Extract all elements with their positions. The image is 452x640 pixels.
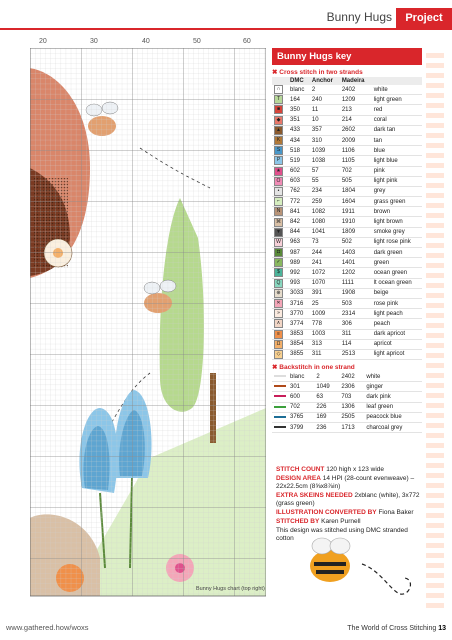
thread-color-name: dark green: [372, 248, 422, 258]
anchor-code: 236: [314, 423, 339, 433]
madeira-code: 1604: [340, 197, 372, 207]
chart-grid: [30, 48, 266, 620]
dmc-code: 992: [288, 268, 310, 278]
key-title: Bunny Hugs key: [272, 48, 422, 65]
madeira-code: 1401: [340, 258, 372, 268]
madeira-code: 2402: [340, 85, 372, 95]
thread-color-name: brown: [372, 207, 422, 217]
anchor-code: 1041: [310, 227, 340, 237]
thread-color-name: red: [372, 105, 422, 115]
madeira-code: 1105: [340, 156, 372, 166]
axis-label: 50: [193, 38, 201, 45]
thread-swatch: ⊕: [272, 288, 288, 298]
madeira-code: 1910: [340, 217, 372, 227]
anchor-code: 1039: [310, 146, 340, 156]
madeira-code: 214: [340, 115, 372, 125]
thread-swatch: ◘: [272, 248, 288, 258]
madeira-code: 1403: [340, 248, 372, 258]
thread-color-name: light brown: [372, 217, 422, 227]
thread-swatch: ◇: [272, 349, 288, 359]
thread-color-name: white: [372, 85, 422, 95]
dmc-code: 350: [288, 105, 310, 115]
header-rule: [0, 28, 452, 30]
dmc-code: 842: [288, 217, 310, 227]
thread-color-name: dark apricot: [372, 329, 422, 339]
anchor-code: 2: [310, 85, 340, 95]
thread-swatch: ⌐: [272, 197, 288, 207]
key-row: [272, 166, 422, 176]
madeira-code: 306: [340, 319, 372, 329]
thread-swatch: ◆: [272, 115, 288, 125]
backstitch-heading: ✖ Backstitch in one strand: [272, 364, 355, 372]
anchor-code: 10: [310, 115, 340, 125]
key-row: [272, 258, 422, 268]
axis-label: 40: [142, 38, 150, 45]
madeira-code: 503: [340, 298, 372, 308]
madeira-code: 2306: [339, 382, 364, 392]
madeira-code: 2009: [340, 135, 372, 145]
dmc-code: 3854: [288, 339, 310, 349]
thread-swatch: K: [272, 135, 288, 145]
madeira-code: 703: [339, 392, 364, 402]
info-value: 2xblanc (white), 3x772 (grass green): [276, 492, 420, 507]
axis-label: 30: [90, 38, 98, 45]
thread-color-name: light peach: [372, 309, 422, 319]
dmc-code: 762: [288, 186, 310, 196]
thread-color-name: peach: [372, 319, 422, 329]
dmc-code: 3770: [288, 309, 310, 319]
anchor-code: 241: [310, 258, 340, 268]
thread-color-name: apricot: [372, 339, 422, 349]
key-row: [272, 349, 422, 359]
madeira-code: 1908: [340, 288, 372, 298]
anchor-code: 259: [310, 197, 340, 207]
key-row: [272, 186, 422, 196]
thread-color-name: blue: [372, 146, 422, 156]
thread-swatch: ⌘: [272, 217, 288, 227]
thread-color-name: dark tan: [372, 125, 422, 135]
anchor-code: 2: [314, 372, 339, 382]
backstitch-line: [272, 423, 288, 433]
cross-stitch-table: [272, 77, 422, 360]
key-row: [272, 227, 422, 237]
thread-swatch: N: [272, 207, 288, 217]
dmc-code: 602: [288, 166, 310, 176]
thread-color-name: light green: [372, 95, 422, 105]
anchor-code: 1003: [310, 329, 340, 339]
madeira-code: 2505: [339, 412, 364, 422]
footer-magazine: The World of Cross Stitching 13: [347, 625, 446, 632]
key-row: [272, 146, 422, 156]
thread-color-name: ginger: [364, 382, 422, 392]
madeira-code: 311: [340, 329, 372, 339]
madeira-code: 213: [340, 105, 372, 115]
anchor-code: 240: [310, 95, 340, 105]
key-row: [272, 423, 422, 433]
dmc-code: 772: [288, 197, 310, 207]
anchor-code: 310: [310, 135, 340, 145]
key-row: [272, 392, 422, 402]
cross-stitch-heading: ✖ Cross stitch in two strands: [272, 69, 363, 76]
anchor-code: 63: [314, 392, 339, 402]
dmc-code: 989: [288, 258, 310, 268]
thread-color-name: smoke grey: [372, 227, 422, 237]
thread-color-name: beige: [372, 288, 422, 298]
thread-swatch: ✕: [272, 298, 288, 308]
column-header: Anchor: [310, 77, 340, 85]
chart-caption: Bunny Hugs chart (top right): [196, 586, 265, 592]
key-row: [272, 268, 422, 278]
dmc-code: 519: [288, 156, 310, 166]
dmc-code: 841: [288, 207, 310, 217]
backstitch-line: [272, 412, 288, 422]
anchor-code: 357: [310, 125, 340, 135]
info-label: STITCHED BY: [276, 518, 320, 525]
header-title: Bunny Hugs: [326, 10, 392, 24]
backstitch-line: [272, 382, 288, 392]
thread-swatch: »: [272, 309, 288, 319]
key-row: [272, 217, 422, 227]
thread-swatch: P: [272, 156, 288, 166]
axis-label: 60: [243, 38, 251, 45]
key-row: [272, 156, 422, 166]
thread-swatch: O: [272, 176, 288, 186]
key-row: [272, 412, 422, 422]
thread-swatch: ★: [272, 166, 288, 176]
dmc-code: 3853: [288, 329, 310, 339]
thread-color-name: grey: [372, 186, 422, 196]
madeira-code: 1713: [339, 423, 364, 433]
anchor-code: 244: [310, 248, 340, 258]
info-value: Karen Purnell: [321, 518, 361, 525]
dmc-code: 433: [288, 125, 310, 135]
dmc-code: 702: [288, 402, 314, 412]
key-row: [272, 298, 422, 308]
dmc-code: 987: [288, 248, 310, 258]
backstitch-line: [272, 372, 288, 382]
info-label: EXTRA SKEINS NEEDED: [276, 492, 353, 499]
axis-label: 20: [39, 38, 47, 45]
anchor-code: 313: [310, 339, 340, 349]
thread-swatch: $: [272, 268, 288, 278]
anchor-code: 1080: [310, 217, 340, 227]
thread-swatch: ▲: [272, 125, 288, 135]
anchor-code: 1038: [310, 156, 340, 166]
madeira-code: 1106: [340, 146, 372, 156]
madeira-code: 1209: [340, 95, 372, 105]
key-row: [272, 319, 422, 329]
thread-swatch: ∧: [272, 319, 288, 329]
thread-swatch: •: [272, 186, 288, 196]
anchor-code: 1070: [310, 278, 340, 288]
anchor-code: 1082: [310, 207, 340, 217]
info-value: 120 high x 123 wide: [326, 466, 385, 473]
thread-color-name: rose pink: [372, 298, 422, 308]
key-row: [272, 105, 422, 115]
key-row: [272, 309, 422, 319]
decorative-strip: [426, 48, 444, 610]
backstitch-table: [272, 372, 422, 433]
madeira-code: 2314: [340, 309, 372, 319]
dmc-code: 3716: [288, 298, 310, 308]
dmc-code: 963: [288, 237, 310, 247]
madeira-code: 1202: [340, 268, 372, 278]
anchor-code: 55: [310, 176, 340, 186]
thread-color-name: tan: [372, 135, 422, 145]
madeira-code: 1804: [340, 186, 372, 196]
key-row: [272, 125, 422, 135]
dmc-code: 518: [288, 146, 310, 156]
dmc-code: 434: [288, 135, 310, 145]
key-row: [272, 176, 422, 186]
thread-color-name: light pink: [372, 176, 422, 186]
key-row: [272, 288, 422, 298]
thread-color-name: white: [364, 372, 422, 382]
thread-swatch: Q: [272, 278, 288, 288]
dmc-code: blanc: [288, 85, 310, 95]
madeira-code: 1111: [340, 278, 372, 288]
thread-color-name: leaf green: [364, 402, 422, 412]
thread-color-name: grass green: [372, 197, 422, 207]
key-row: [272, 135, 422, 145]
bee-flight-path: [360, 560, 420, 610]
anchor-code: 1009: [310, 309, 340, 319]
key-row: [272, 248, 422, 258]
column-header: DMC: [288, 77, 310, 85]
key-row: [272, 402, 422, 412]
anchor-code: 11: [310, 105, 340, 115]
column-header: [372, 77, 422, 85]
key-row: [272, 85, 422, 95]
key-row: [272, 237, 422, 247]
thread-color-name: ocean green: [372, 268, 422, 278]
info-value: 14 HPI (28-count evenweave) – 22x22.5cm (8⅝x8⅞in): [276, 475, 415, 490]
thread-color-name: coral: [372, 115, 422, 125]
backstitch-line: [272, 392, 288, 402]
cross-stitch-chart: [12, 38, 266, 610]
anchor-code: 234: [310, 186, 340, 196]
key-row: [272, 278, 422, 288]
thread-swatch: S: [272, 146, 288, 156]
madeira-code: 702: [340, 166, 372, 176]
anchor-code: 226: [314, 402, 339, 412]
dmc-code: 351: [288, 115, 310, 125]
anchor-code: 1049: [314, 382, 339, 392]
thread-color-name: light rose pink: [372, 237, 422, 247]
madeira-code: 114: [340, 339, 372, 349]
thread-color-name: green: [372, 258, 422, 268]
thread-swatch: Ω: [272, 339, 288, 349]
info-note: This design was stitched using DMC stranded cotton: [276, 527, 408, 542]
anchor-code: 169: [314, 412, 339, 422]
thread-key: [272, 48, 422, 433]
anchor-code: 311: [310, 349, 340, 359]
thread-swatch: ▼: [272, 227, 288, 237]
madeira-code: 502: [340, 237, 372, 247]
anchor-code: 57: [310, 166, 340, 176]
thread-swatch: T: [272, 95, 288, 105]
anchor-code: 25: [310, 298, 340, 308]
backstitch-line: [272, 402, 288, 412]
key-row: [272, 197, 422, 207]
madeira-code: 2602: [340, 125, 372, 135]
dmc-code: 3033: [288, 288, 310, 298]
footer-url[interactable]: www.gathered.how/woxs: [6, 623, 89, 632]
dmc-code: 844: [288, 227, 310, 237]
dmc-code: 3799: [288, 423, 314, 433]
madeira-code: 1306: [339, 402, 364, 412]
section-tab: Project: [396, 8, 452, 28]
madeira-code: 2402: [339, 372, 364, 382]
madeira-code: 505: [340, 176, 372, 186]
key-row: [272, 339, 422, 349]
thread-color-name: pink: [372, 166, 422, 176]
thread-color-name: charcoal grey: [364, 423, 422, 433]
key-row: [272, 372, 422, 382]
thread-color-name: dark pink: [364, 392, 422, 402]
thread-swatch: W: [272, 237, 288, 247]
thread-color-name: peacock blue: [364, 412, 422, 422]
info-label: ILLUSTRATION CONVERTED BY: [276, 509, 377, 516]
madeira-code: 2513: [340, 349, 372, 359]
key-row: [272, 329, 422, 339]
thread-color-name: light apricot: [372, 349, 422, 359]
anchor-code: 778: [310, 319, 340, 329]
madeira-code: 1809: [340, 227, 372, 237]
key-row: [272, 207, 422, 217]
thread-swatch: ≡: [272, 329, 288, 339]
anchor-code: 73: [310, 237, 340, 247]
thread-color-name: lt ocean green: [372, 278, 422, 288]
thread-swatch: ∩: [272, 85, 288, 95]
dmc-code: blanc: [288, 372, 314, 382]
madeira-code: 1911: [340, 207, 372, 217]
dmc-code: 3765: [288, 412, 314, 422]
dmc-code: 600: [288, 392, 314, 402]
thread-swatch: ■: [272, 105, 288, 115]
info-label: STITCH COUNT: [276, 466, 325, 473]
dmc-code: 164: [288, 95, 310, 105]
anchor-code: 1072: [310, 268, 340, 278]
dmc-code: 3774: [288, 319, 310, 329]
thread-swatch: ✓: [272, 258, 288, 268]
anchor-code: 391: [310, 288, 340, 298]
thread-color-name: light blue: [372, 156, 422, 166]
key-row: [272, 95, 422, 105]
dmc-code: 993: [288, 278, 310, 288]
key-row: [272, 382, 422, 392]
dmc-code: 301: [288, 382, 314, 392]
stitched-bee-image: [300, 530, 360, 590]
key-row: [272, 115, 422, 125]
dmc-code: 603: [288, 176, 310, 186]
info-value: Fiona Baker: [378, 509, 414, 516]
dmc-code: 3855: [288, 349, 310, 359]
column-header: Madeira: [340, 77, 372, 85]
info-label: DESIGN AREA: [276, 475, 321, 482]
